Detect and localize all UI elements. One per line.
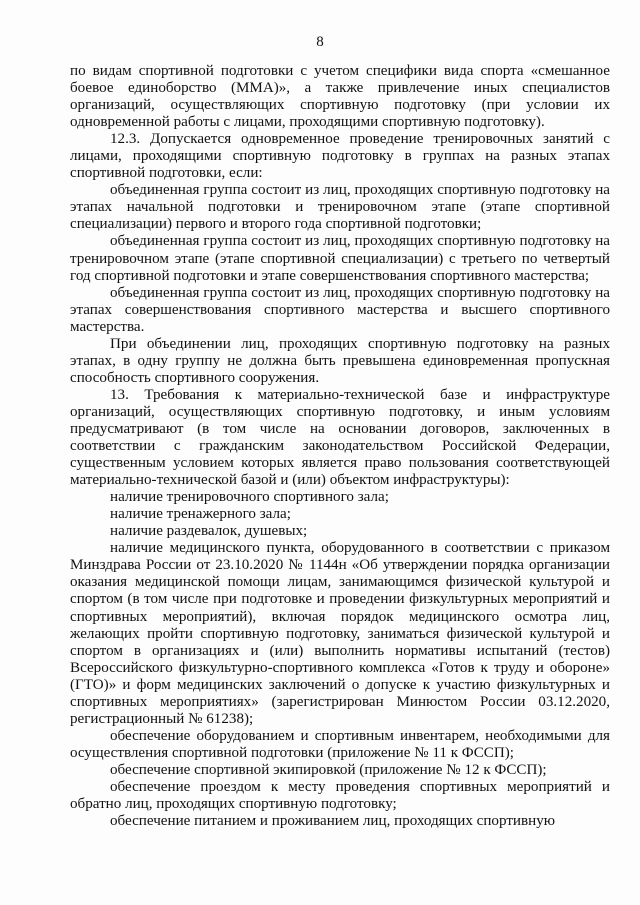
- paragraph-13: 13. Требования к материально-технической базе и инфраструктуре организаций, осуществляющих спортивную подготовку, и иным условиям предусматривают (в том числе на основании договоров, заключенных в соответствии с гражданским законодательством Российской Федерации, существенным условием которых является право пользования соответствующей материально-технической базой и (или) объектом инфраструктуры):: [70, 386, 610, 489]
- paragraph-12-3: 12.3. Допускается одновременное проведение тренировочных занятий с лицами, проходящими спортивную подготовку в группах на разных этапах спортивной подготовки, если:: [70, 131, 610, 182]
- paragraph-condition-1: объединенная группа состоит из лиц, проходящих спортивную подготовку на этапах начальной подготовки и тренировочном этапе (этапе спортивной специализации) первого и второго года спортивной подготовки;: [70, 182, 610, 233]
- list-item-gym: наличие тренажерного зала;: [110, 506, 291, 523]
- paragraph-condition-2: объединенная группа состоит из лиц, проходящих спортивную подготовку на тренировочном этапе (этапе спортивной специализации) с третьего по четвертый год спортивной подготовки и этапе совершенствования спортивного мастерства;: [70, 233, 610, 284]
- list-item-food-lodging: обеспечение питанием и проживанием лиц, проходящих спортивную: [110, 813, 556, 830]
- list-item-travel: обеспечение проездом к месту проведения спортивных мероприятий и обратно лиц, проходящих спортивную подготовку;: [70, 778, 610, 813]
- list-item-medical-point: наличие медицинского пункта, оборудованного в соответствии с приказом Минздрава России от 23.10.2020 № 1144н «Об утверждении порядка организации оказания медицинской помощи лицам, занимающимся физической культурой и спортом (в том числе при подготовке и проведении физкультурных мероприятий и спортивных мероприятий), включая порядок медицинского осмотра лиц, желающих пройти спортивную подготовку, заниматься физической культурой и спортом в организациях и (или) выполнить нормативы испытаний (тестов) Всероссийского физкультурно-спортивного комплекса «Готов к труду и обороне» (ГТО)» и форм медицинских заключений о допуске к участию физкультурных и спортивных мероприятиях» (зарегистрирован Минюстом России 03.12.2020, регистрационный № 61238);: [70, 540, 610, 727]
- list-item-training-hall: наличие тренировочного спортивного зала;: [110, 489, 389, 506]
- paragraph-capacity: При объединении лиц, проходящих спортивную подготовку на разных этапах, в одну группу не должна быть превышена единовременная пропускная способность спортивного сооружения.: [70, 335, 610, 386]
- document-body: [70, 63, 610, 830]
- list-item-changing-rooms: наличие раздевалок, душевых;: [110, 523, 308, 540]
- paragraph-condition-3: объединенная группа состоит из лиц, проходящих спортивную подготовку на этапах совершенствования спортивного мастерства и высшего спортивного мастерства.: [70, 284, 610, 335]
- list-item-sport-gear: обеспечение спортивной экипировкой (приложение № 12 к ФССП);: [110, 761, 547, 778]
- paragraph-continuation: по видам спортивной подготовки с учетом специфики вида спорта «смешанное боевое единоборство (ММА)», а также привлечение иных специалистов организаций, осуществляющих спортивную подготовку (при условии их одновременной работы с лицами, проходящими спортивную подготовку).: [70, 63, 610, 131]
- list-item-equipment: обеспечение оборудованием и спортивным инвентарем, необходимыми для осуществления спортивной подготовки (приложение № 11 к ФССП);: [70, 727, 610, 761]
- page-number: 8: [316, 34, 324, 50]
